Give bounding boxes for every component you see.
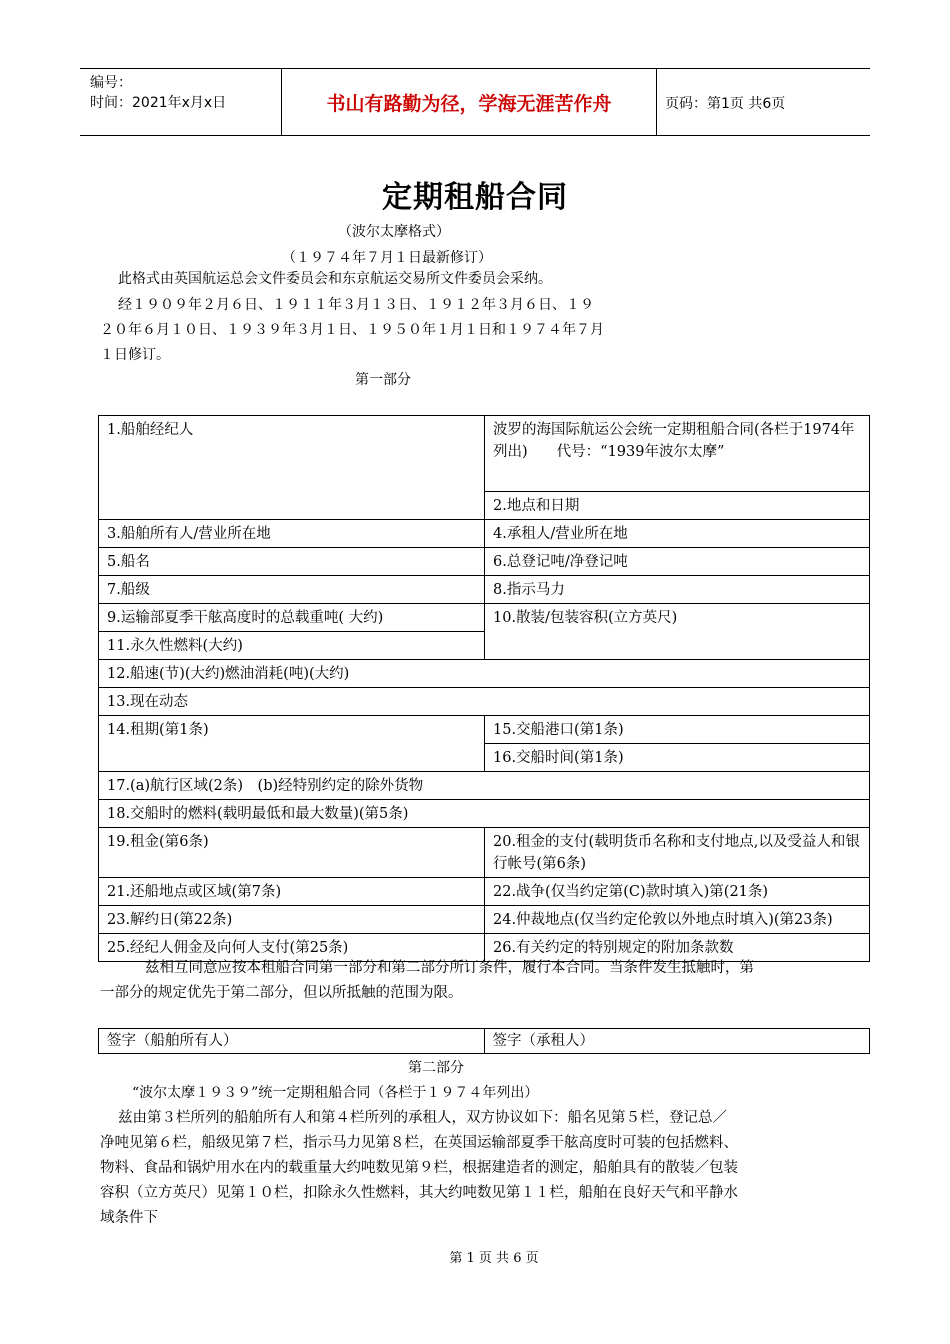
box-label: 22.战争(仅当约定第(C)款时填入)第(21条) — [493, 884, 769, 900]
box-label: 8.指示马力 — [493, 582, 565, 598]
intro-paragraph: 此格式由英国航运总会文件委员会和东京航运交易所文件委员会采纳。 — [118, 271, 552, 287]
form-box-10 — [485, 604, 870, 660]
form-box-16 — [485, 744, 870, 772]
box-label: 19.租金(第6条) — [107, 834, 209, 850]
header-date: 时间：2021年x月x日 — [90, 95, 227, 111]
box-label: 3.船舶所有人/营业所在地 — [107, 526, 271, 542]
box-label: 23.解约日(第22条) — [107, 912, 233, 928]
form-box-21 — [99, 878, 485, 906]
form-box-24 — [485, 906, 870, 934]
box-label: 11.永久性燃料(大约) — [107, 638, 243, 654]
box-label: 15.交船港口(第1条) — [493, 722, 624, 738]
form-box-13 — [99, 688, 870, 716]
page-footer: 第 1 页 共 6 页 — [449, 1251, 539, 1266]
form-box-4 — [485, 520, 870, 548]
box-label: 24.仲裁地点(仅当约定伦敦以外地点时填入)(第23条) — [493, 912, 833, 928]
box-label: 16.交船时间(第1条) — [493, 750, 624, 766]
form-box-20 — [485, 828, 870, 878]
signature-table — [98, 1028, 870, 1054]
box-label: 5.船名 — [107, 554, 150, 570]
amendment-line-2: ２０年６月１０日、１９３９年３月１日、１９５０年１月１日和１９７４年７月 — [100, 322, 604, 338]
box-label: 10.散装/包装容积(立方英尺) — [493, 610, 678, 626]
box-label: 26.有关约定的特别规定的附加条款数 — [493, 940, 734, 956]
form-box-8 — [485, 576, 870, 604]
form-box-2 — [485, 492, 870, 520]
form-box-12 — [99, 660, 870, 688]
signature-charterer: 签字（承租人） — [484, 1029, 870, 1054]
box-label: 6.总登记吨/净登记吨 — [493, 554, 628, 570]
box-label: 18.交船时的燃料(载明最低和最大数量)(第5条) — [107, 806, 409, 822]
header-motto: 书山有路勤为径，学海无涯苦作舟 — [326, 92, 612, 115]
form-box-5 — [99, 548, 485, 576]
document-title: 定期租船合同 — [382, 180, 568, 215]
box-label: 4.承租人/营业所在地 — [493, 526, 628, 542]
box-label: 波罗的海国际航运公会统一定期租船合同(各栏于1974年列出) 代号：“1939年波尔太摩” — [493, 422, 855, 460]
page-header — [80, 68, 870, 136]
part-two-line-1: 兹由第３栏所列的船舶所有人和第４栏所列的承租人，双方协议如下：船名见第５栏，登记总／ — [118, 1110, 727, 1126]
header-meta — [90, 73, 226, 113]
part-two-heading: 第二部分 — [408, 1060, 464, 1076]
part-two-line-5: 域条件下 — [100, 1210, 158, 1226]
signature-owner: 签字（船舶所有人） — [99, 1029, 485, 1054]
header-number: 编号： — [90, 75, 132, 91]
box-label: 1.船舶经纪人 — [107, 422, 194, 438]
form-box-6 — [485, 548, 870, 576]
charter-form-table — [98, 415, 870, 962]
amendment-line-3: １日修订。 — [100, 347, 170, 363]
form-box-3 — [99, 520, 485, 548]
header-page-info: 页码：第1页 共6页 — [665, 96, 786, 112]
part-two-line-4: 容积（立方英尺）见第１０栏，扣除永久性燃料，其大约吨数见第１１栏，船舶在良好天气和平静水 — [100, 1185, 738, 1201]
box-label: 7.船级 — [107, 582, 150, 598]
form-box-9 — [99, 604, 485, 632]
form-box-1 — [99, 416, 485, 520]
box-label: 14.租期(第1条) — [107, 722, 209, 738]
amendment-line-1: 经１９０９年２月６日、１９１１年３月１３日、１９１２年３月６日、１９ — [118, 297, 594, 313]
box-label: 13.现在动态 — [107, 694, 189, 710]
part-two-line-2: 净吨见第６栏，船级见第７栏，指示马力见第８栏，在英国运输部夏季干舷高度时可装的包括燃料、 — [100, 1135, 738, 1151]
form-box-14 — [99, 716, 485, 772]
box-label: 12.船速(节)(大约)燃油消耗(吨)(大约) — [107, 666, 350, 682]
form-box-7 — [99, 576, 485, 604]
box-label: 21.还船地点或区域(第7条) — [107, 884, 282, 900]
form-box-18 — [99, 800, 870, 828]
part-two-line-3: 物料、食品和锅炉用水在内的载重量大约吨数见第９栏，根据建造者的测定，船舶具有的散装／包装 — [100, 1160, 738, 1176]
form-box-15 — [485, 716, 870, 744]
part-one-heading: 第一部分 — [355, 372, 411, 388]
agreement-line-2: 一部分的规定优先于第二部分，但以所抵触的范围为限。 — [100, 985, 463, 1001]
revision-note: （１９７４年７月１日最新修订） — [282, 250, 492, 266]
box-label: 9.运输部夏季干舷高度时的总载重吨( 大约) — [107, 610, 384, 626]
form-box-22 — [485, 878, 870, 906]
box-label: 25.经纪人佣金及向何人支付(第25条) — [107, 940, 349, 956]
header-motto-cell — [281, 68, 657, 136]
box-label: 20.租金的支付(载明货币名称和支付地点,以及受益人和银行帐号(第6条) — [493, 834, 860, 872]
box-label: 17.(a)航行区域(2条) (b)经特别约定的除外货物 — [107, 778, 424, 794]
form-box-11 — [99, 632, 485, 660]
form-header-box — [485, 416, 870, 492]
agreement-line-1: 兹相互同意应按本租船合同第一部分和第二部分所订条件，履行本合同。当条件发生抵触时，第 — [145, 960, 754, 976]
part-two-subtitle: “波尔太摩１９３９”统一定期租船合同（各栏于１９７４年列出） — [132, 1085, 539, 1101]
form-box-19 — [99, 828, 485, 878]
format-note: （波尔太摩格式） — [338, 224, 450, 240]
form-box-17 — [99, 772, 870, 800]
form-box-23 — [99, 906, 485, 934]
box-label: 2.地点和日期 — [493, 498, 580, 514]
